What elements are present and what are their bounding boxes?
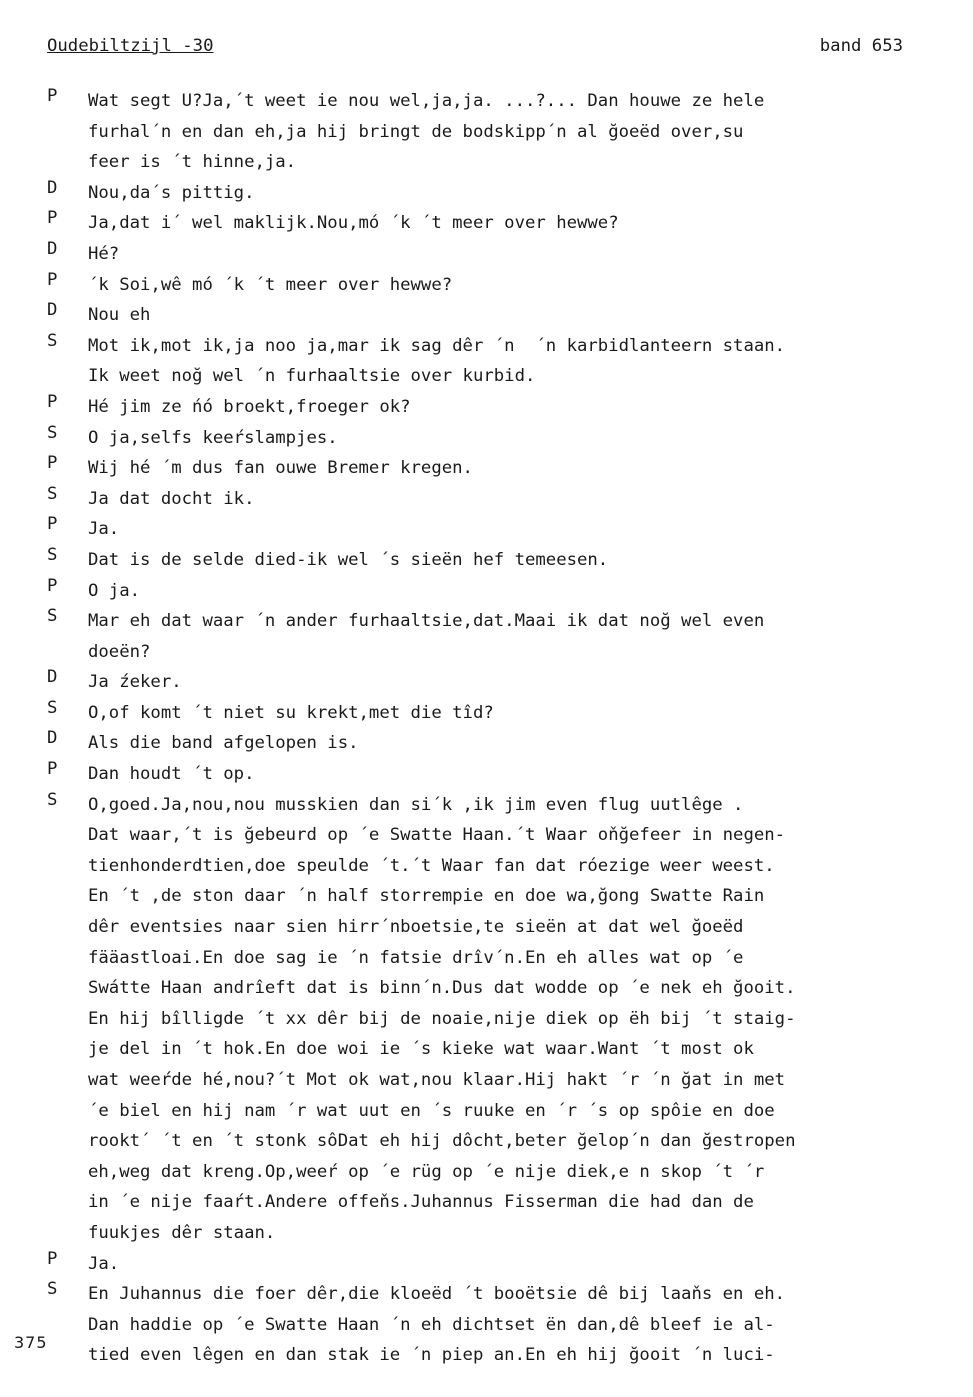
utterance-line: Hé jim ze ńó broekt,froeger ok?	[88, 396, 411, 417]
utterance	[88, 790, 927, 1249]
utterance-line: Mot ik,mot ik,ja noo ja,mar ik sag dêr ´n ´n karbidlanteern staan.	[88, 335, 786, 356]
band-number: band 653	[819, 36, 903, 56]
utterance-line: feer is ´t hinne,ja.	[88, 152, 297, 173]
utterance-line: furhal´n en dan eh,ja hij bringt de bodskipp´n al ğoeëd over,su	[88, 121, 744, 142]
utterance	[88, 178, 927, 209]
margin-note: 375	[14, 1333, 48, 1352]
utterance-line: wat weeŕde hé,nou?´t Mot ok wat,nou klaar.Hij hakt ´r ´n ğat in met	[88, 1070, 786, 1090]
speaker-label: D	[47, 238, 58, 259]
utterance-line: doeën?	[88, 641, 151, 662]
utterance-line: Ja.	[88, 519, 120, 540]
utterance-line: Ja dat docht ik.	[88, 488, 255, 509]
utterance	[88, 698, 927, 729]
document-title: Oudebiltzijl -30	[47, 36, 214, 56]
utterance-line: Nou,da´s pittig.	[88, 182, 255, 203]
utterance	[88, 300, 927, 331]
utterance	[88, 606, 927, 667]
utterance	[88, 453, 927, 484]
utterance-line: Ja.	[88, 1253, 120, 1274]
utterance-line: Als die band afgelopen is.	[88, 733, 359, 754]
speaker-label: P	[47, 208, 58, 229]
utterance-line: Wij hé ´m dus fan ouwe Bremer kregen.	[88, 458, 473, 479]
utterance	[88, 759, 927, 790]
speaker-label: S	[47, 789, 58, 810]
transcript-turn	[47, 1249, 927, 1280]
transcript-turn	[47, 300, 927, 331]
transcript-turn	[47, 790, 927, 1249]
utterance-line: En Juhannus die foer dêr,die kloeëd ´t booëtsie dê bij laaňs en eh.	[88, 1284, 786, 1305]
utterance-line: ´k Soi,wê mó ´k ´t meer over hewwe?	[88, 274, 453, 295]
utterance-line: fääastloai.En doe sag ie ´n fatsie drîv´n.En eh alles wat op ´e	[88, 947, 744, 968]
transcript-turn	[47, 453, 927, 484]
transcript-turn	[47, 270, 927, 301]
speaker-label: S	[47, 697, 58, 718]
utterance-line: fuukjes dêr staan.	[88, 1222, 276, 1243]
utterance-line: Swátte Haan andrîeft dat is binn´n.Dus dat wodde op ´e nek eh ğooit.	[88, 978, 796, 999]
utterance-line: En ´t ,de ston daar ´n half storrempie en doe wa,ğong Swatte Rain	[88, 886, 765, 907]
speaker-label: D	[47, 300, 58, 321]
speaker-label: S	[47, 483, 58, 504]
utterance	[88, 239, 927, 270]
transcript-turn	[47, 514, 927, 545]
utterance-line: dêr eventsies naar sien hirr´nboetsie,te sieën at dat wel ğoeëd	[88, 917, 744, 938]
utterance-line: tied even lêgen en dan stak ie ´n piep an.En eh hij ğooit ´n luci-	[88, 1345, 775, 1366]
utterance-line: Dan houdt ´t op.	[88, 764, 255, 785]
utterance-line: Nou eh	[88, 305, 151, 326]
utterance-line: Dat is de selde died-ik wel ´s sieën hef temeesen.	[88, 549, 609, 570]
utterance-line: tienhonderdtien,doe speulde ´t.´t Waar fan dat róezige weer weest.	[88, 855, 775, 876]
transcript-turn	[47, 178, 927, 209]
transcript-turn	[47, 423, 927, 454]
utterance	[88, 728, 927, 759]
speaker-label: P	[47, 86, 58, 106]
utterance	[88, 1279, 927, 1371]
utterance-line: Dat waar,´t is ğebeurd op ´e Swatte Haan.´t Waar oňğefeer in negen-	[88, 825, 786, 846]
utterance-line: En hij bîlligde ´t xx dêr bij de noaie,nije diek op ëh bij ´t staig-	[88, 1008, 796, 1029]
utterance	[88, 1249, 927, 1280]
page-header	[47, 36, 903, 66]
speaker-label: D	[47, 728, 58, 749]
speaker-label: P	[47, 575, 58, 596]
utterance	[88, 331, 927, 392]
utterance-line: je del in ´t hok.En doe woi ie ´s kieke wat waar.Want ´t most ok	[88, 1039, 754, 1060]
speaker-label: P	[47, 514, 58, 535]
utterance	[88, 576, 927, 607]
transcript-turn	[47, 331, 927, 392]
utterance-line: O,of komt ´t niet su krekt,met die tîd?	[88, 702, 494, 723]
utterance-line: Hé?	[88, 243, 120, 264]
transcript-turn	[47, 759, 927, 790]
utterance-line: O ja,selfs keeŕslampjes.	[88, 427, 338, 448]
utterance-line: ´e biel en hij nam ´r wat uut en ´s ruuke en ´r ´s op spôie en doe	[88, 1100, 775, 1121]
utterance-line: O,goed.Ja,nou,nou musskien dan si´k ,ik jim even flug uutlêge .	[88, 794, 744, 815]
utterance-line: Ja źeker.	[88, 672, 182, 693]
speaker-label: P	[47, 269, 58, 290]
utterance	[88, 270, 927, 301]
speaker-label: P	[47, 453, 58, 474]
utterance-line: rookt´ ´t en ´t stonk sôDat eh hij dôcht,beter ğelop´n dan ğestropen	[88, 1131, 796, 1152]
transcript-turn	[47, 606, 927, 667]
transcript-turn	[47, 484, 927, 515]
transcript-turn	[47, 728, 927, 759]
transcript-turn	[47, 545, 927, 576]
speaker-label: S	[47, 606, 58, 627]
utterance	[88, 484, 927, 515]
speaker-label: P	[47, 391, 58, 412]
utterance	[88, 514, 927, 545]
utterance-line: Wat segt U?Ja,´t weet ie nou wel,ja,ja. ...?... Dan houwe ze hele	[88, 91, 765, 111]
transcript-turn	[47, 392, 927, 423]
transcript-turn	[47, 208, 927, 239]
utterance-line: Mar eh dat waar ´n ander furhaaltsie,dat.Maai ik dat noğ wel even	[88, 611, 765, 632]
transcript-turn	[47, 576, 927, 607]
speaker-label: P	[47, 1248, 58, 1269]
transcript-turn	[47, 1279, 927, 1371]
utterance-line: O ja.	[88, 580, 141, 601]
transcript-turn	[47, 239, 927, 270]
transcript-turn	[47, 667, 927, 698]
utterance	[88, 423, 927, 454]
speaker-label: S	[47, 330, 58, 351]
utterance-line: Ja,dat i´ wel maklijk.Nou,mó ´k ´t meer over hewwe?	[88, 213, 619, 234]
speaker-label: S	[47, 544, 58, 565]
speaker-label: S	[47, 422, 58, 443]
utterance	[88, 392, 927, 423]
speaker-label: D	[47, 177, 58, 198]
transcript-turn	[47, 86, 927, 178]
utterance-line: Dan haddie op ´e Swatte Haan ´n eh dichtset ën dan,dê bleef ie al-	[88, 1314, 775, 1335]
transcript	[47, 86, 927, 1371]
speaker-label: P	[47, 759, 58, 780]
speaker-label: D	[47, 667, 58, 688]
transcript-turn	[47, 698, 927, 729]
speaker-label: S	[47, 1279, 58, 1300]
utterance-line: in ´e nije faaŕt.Andere offeňs.Juhannus Fisserman die had dan de	[88, 1192, 754, 1213]
utterance-line: eh,weg dat kreng.Op,weeŕ op ´e rüg op ´e nije diek,e n skop ´t ´r	[88, 1161, 765, 1182]
utterance-line: Ik weet noğ wel ´n furhaaltsie over kurbid.	[88, 366, 536, 387]
utterance	[88, 86, 927, 178]
utterance	[88, 545, 927, 576]
utterance	[88, 208, 927, 239]
utterance	[88, 667, 927, 698]
